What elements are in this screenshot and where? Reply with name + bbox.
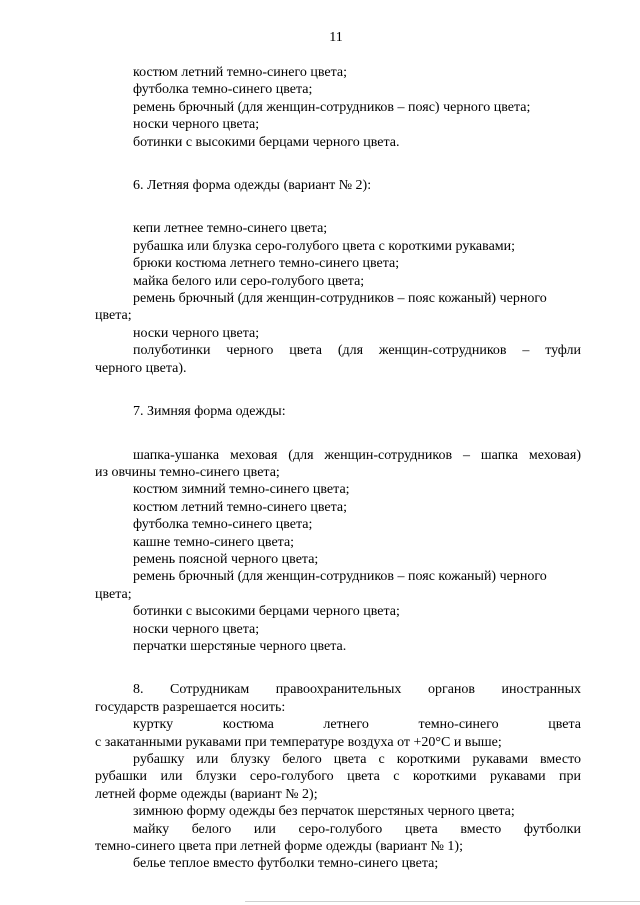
list-item: брюки костюма летнего темно-синего цвета; [133,256,400,272]
list-item-belt-line1: ремень брючный (для женщин-сотрудников – пояс кожаный) черного [133,291,547,307]
list-item-shoes-line2: черного цвета). [95,360,187,376]
list-item: носки черного цвета; [133,621,260,637]
page-bottom-edge [245,901,640,902]
list-item: зимнюю форму одежды без перчаток шерстяных черного цвета; [133,804,515,820]
list-item: ботинки с высокими берцами черного цвета. [133,134,400,150]
list-item: ремень поясной черного цвета; [133,551,319,567]
list-item-shirt-line3: летней форме одежды (вариант № 2); [95,786,318,802]
list-item: костюм летний темно-синего цвета; [133,65,347,80]
list-item: костюм зимний темно-синего цвета; [133,482,350,498]
section-8-intro-line1: 8. Сотрудникам правоохранительных органов иностранных [133,682,581,698]
list-item-shirt-line1: рубашку или блузку белого цвета с короткими рукавами вместо [133,752,581,767]
list-item: носки черного цвета; [133,325,260,341]
list-item: майка белого или серо-голубого цвета; [133,273,365,289]
list-item: кашне темно-синего цвета; [133,534,295,550]
document-body [95,64,581,873]
list-item: носки черного цвета; [133,117,260,133]
list-item: белье теплое вместо футболки темно-синего цвета; [133,856,439,872]
list-item-jacket-line2: с закатанными рукавами при температуре воздуха от +20°С и выше; [95,734,502,750]
list-item-shirt-line2: рубашки или блузки серо-голубого цвета с короткими рукавами при [95,769,581,785]
list-item-tshirt-line1: майку белого или серо-голубого цвета вместо футболки [133,821,581,837]
list-item: перчатки шерстяные черного цвета. [133,638,347,654]
list-item: ремень брючный (для женщин-сотрудников – пояс) черного цвета; [133,99,531,115]
page-number: 11 [329,30,343,45]
list-item-belt-line2: цвета; [95,586,132,602]
list-item: футболка темно-синего цвета; [133,517,313,533]
list-item-belt-line1: ремень брючный (для женщин-сотрудников – пояс кожаный) черного [133,569,547,585]
list-item: костюм летний темно-синего цвета; [133,499,347,515]
list-item-belt-line2: цвета; [95,308,132,324]
section-7-heading: 7. Зимняя форма одежды: [133,404,286,420]
list-item: кепи летнее темно-синего цвета; [133,221,328,237]
section-8-intro-line2: государств разрешается носить: [95,699,286,715]
list-item: футболка темно-синего цвета; [133,82,313,98]
list-item: рубашка или блузка серо-голубого цвета с короткими рукавами; [133,238,516,254]
list-item-hat-line2: из овчины темно-синего цвета; [95,464,280,480]
list-item: ботинки с высокими берцами черного цвета; [133,604,400,620]
list-item-tshirt-line2: темно-синего цвета при летней форме одежды (вариант № 1); [95,839,463,855]
list-item-hat-line1: шапка-ушанка меховая (для женщин-сотрудников – шапка меховая) [133,447,581,463]
list-item-shoes-line1: полуботинки черного цвета (для женщин-сотрудников – туфли [133,343,581,359]
list-item-jacket-line1: куртку костюма летнего темно-синего цвета [133,717,581,733]
section-6-heading: 6. Летняя форма одежды (вариант № 2): [133,178,372,194]
